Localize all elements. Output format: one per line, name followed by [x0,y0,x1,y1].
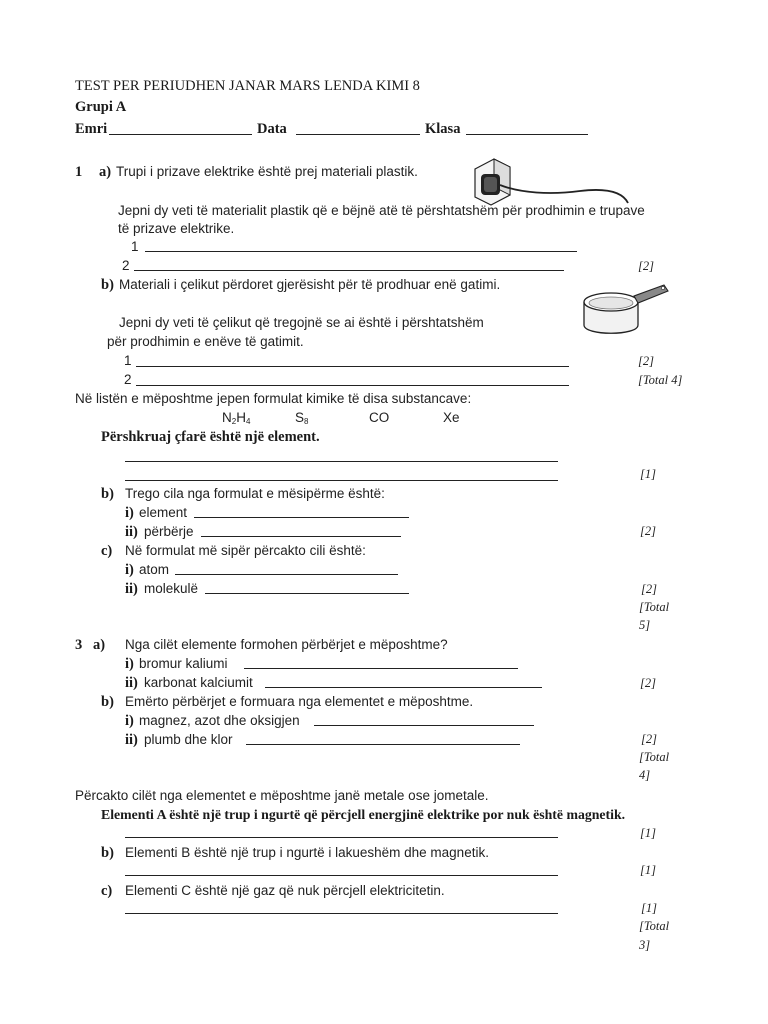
q3-a-i-text: bromur kaliumi [139,656,228,671]
q3-a-i-label: i) [125,656,134,672]
q4-b-marks: [1] [640,863,656,877]
q2-a-text: Përshkruaj çfarë është një element. [101,429,320,445]
q4-a-answer-line[interactable] [125,837,558,838]
saucepan-icon [578,280,673,342]
q1-a-answer-line-2[interactable] [134,270,564,271]
q2-c-ii-label: ii) [125,581,138,597]
q2-c-i-answer-line[interactable] [175,574,398,575]
q3-b-ii-label: ii) [125,732,138,748]
q3-a-text: Nga cilët elemente formohen përbërjet e mëposhtme? [125,637,448,652]
q2-c-label: c) [101,543,113,559]
q3-a-label: a) [93,637,106,653]
q3-b-text: Emërto përbërjet e formuara nga elementet e mëposhtme. [125,694,474,709]
q2-b-label: b) [101,486,114,502]
q4-total-marks-line-1: [Total [639,919,670,933]
q3-a-ii-answer-line[interactable] [265,687,542,688]
q1-a-marks: [2] [638,259,654,273]
q3-b-label: b) [101,694,114,710]
q4-c-text: Elementi C është një gaz që nuk përcjell elektricitetin. [125,883,445,898]
q2-c-i-label: i) [125,562,134,578]
date-field-line[interactable] [296,134,420,135]
q4-c-marks: [1] [641,901,657,915]
q2-b-i-label: i) [125,505,134,521]
q3-b-i-label: i) [125,713,134,729]
q1-b-answer-2-number: 2 [124,372,132,387]
name-label: Emri [75,121,108,137]
q3-total-marks-line-2: 4] [639,768,651,782]
q2-b-i-text: element [139,505,188,520]
q2-c-ii-text: molekulë [144,581,199,596]
group-label: Grupi A [75,99,127,115]
q4-a-text: Elementi A është një trup i ngurtë që përcjell energjinë elektrike por nuk është magnetik. [101,807,626,822]
q3-a-ii-text: karbonat kalciumit [144,675,253,690]
q1-a-prompt-line-2: të prizave elektrike. [118,221,235,236]
q1-b-answer-1-number: 1 [124,353,132,368]
q2-a-answer-line-2[interactable] [125,480,558,481]
q4-a-marks: [1] [640,826,656,840]
q1-a-text: Trupi i prizave elektrike është prej materiali plastik. [116,164,418,179]
q1-b-prompt-line-2: për prodhimin e enëve të gatimit. [107,334,304,349]
q1-b-answer-line-1[interactable] [136,366,569,367]
q2-b-i-answer-line[interactable] [194,517,409,518]
q2-b-ii-answer-line[interactable] [201,536,401,537]
q3-b-marks: [2] [641,732,657,746]
page-title: TEST PER PERIUDHEN JANAR MARS LENDA KIMI 8 [75,78,420,94]
formula-n2h4: $N_2H_4$ [222,410,251,426]
q2-c-i-text: atom [139,562,170,577]
formula-co: CO [369,410,390,425]
name-field-line[interactable] [109,134,252,135]
q1-a-label: a) [99,164,112,180]
q3-total-marks-line-1: [Total [639,750,670,764]
q1-b-marks: [2] [638,354,654,368]
q2-b-ii-label: ii) [125,524,138,540]
formula-xe: Xe [443,410,460,425]
question-3-number: 3 [75,637,83,653]
date-label: Data [257,121,287,137]
q1-total-marks: [Total 4] [638,373,683,387]
q1-a-answer-line-1[interactable] [145,251,577,252]
q1-a-answer-2-number: 2 [122,258,130,273]
q4-c-label: c) [101,883,113,899]
q4-b-text: Elementi B është një trup i ngurtë i lakueshëm dhe magnetik. [125,845,489,860]
q4-total-marks-line-2: 3] [639,938,651,952]
q1-b-label: b) [101,277,114,293]
q4-b-label: b) [101,845,114,861]
q2-b-marks: [2] [640,524,656,538]
q2-c-text: Në formulat më sipër përcakto cili është: [125,543,366,558]
q3-a-i-answer-line[interactable] [244,668,518,669]
q3-a-ii-label: ii) [125,675,138,691]
q2-total-marks-line-1: [Total [639,600,670,614]
q3-b-ii-answer-line[interactable] [246,744,520,745]
q1-b-prompt-line-1: Jepni dy veti të çelikut që tregojnë se ai është i përshtatshëm [119,315,484,330]
q2-intro: Në listën e mëposhtme jepen formulat kimike të disa substancave: [75,391,472,406]
q2-b-text: Trego cila nga formulat e mësipërme është: [125,486,385,501]
class-label: Klasa [425,121,461,137]
question-1-number: 1 [75,164,83,180]
q2-a-marks: [1] [640,467,656,481]
q3-b-i-text: magnez, azot dhe oksigjen [139,713,300,728]
q3-a-marks: [2] [640,676,656,690]
q3-b-i-answer-line[interactable] [314,725,534,726]
q2-b-ii-text: përbërje [144,524,194,539]
q4-c-answer-line[interactable] [125,913,558,914]
q4-intro: Përcakto cilët nga elementet e mëposhtme janë metale ose jometale. [75,788,489,803]
q3-b-ii-text: plumb dhe klor [144,732,233,747]
q1-a-answer-1-number: 1 [131,239,139,254]
q1-b-answer-line-2[interactable] [136,385,569,386]
q2-a-answer-line-1[interactable] [125,461,558,462]
class-field-line[interactable] [466,134,588,135]
formula-s8: $S_8$ [295,410,309,426]
q2-c-ii-answer-line[interactable] [205,593,409,594]
q1-a-prompt-line-1: Jepni dy veti të materialit plastik që e bëjnë atë të përshtatshëm për prodhimin e trupave [118,203,645,218]
q1-b-text: Materiali i çelikut përdoret gjerësisht për të prodhuar enë gatimi. [119,277,501,292]
q2-total-marks-line-2: 5] [639,618,651,632]
q4-b-answer-line[interactable] [125,875,558,876]
q2-c-marks: [2] [641,582,657,596]
